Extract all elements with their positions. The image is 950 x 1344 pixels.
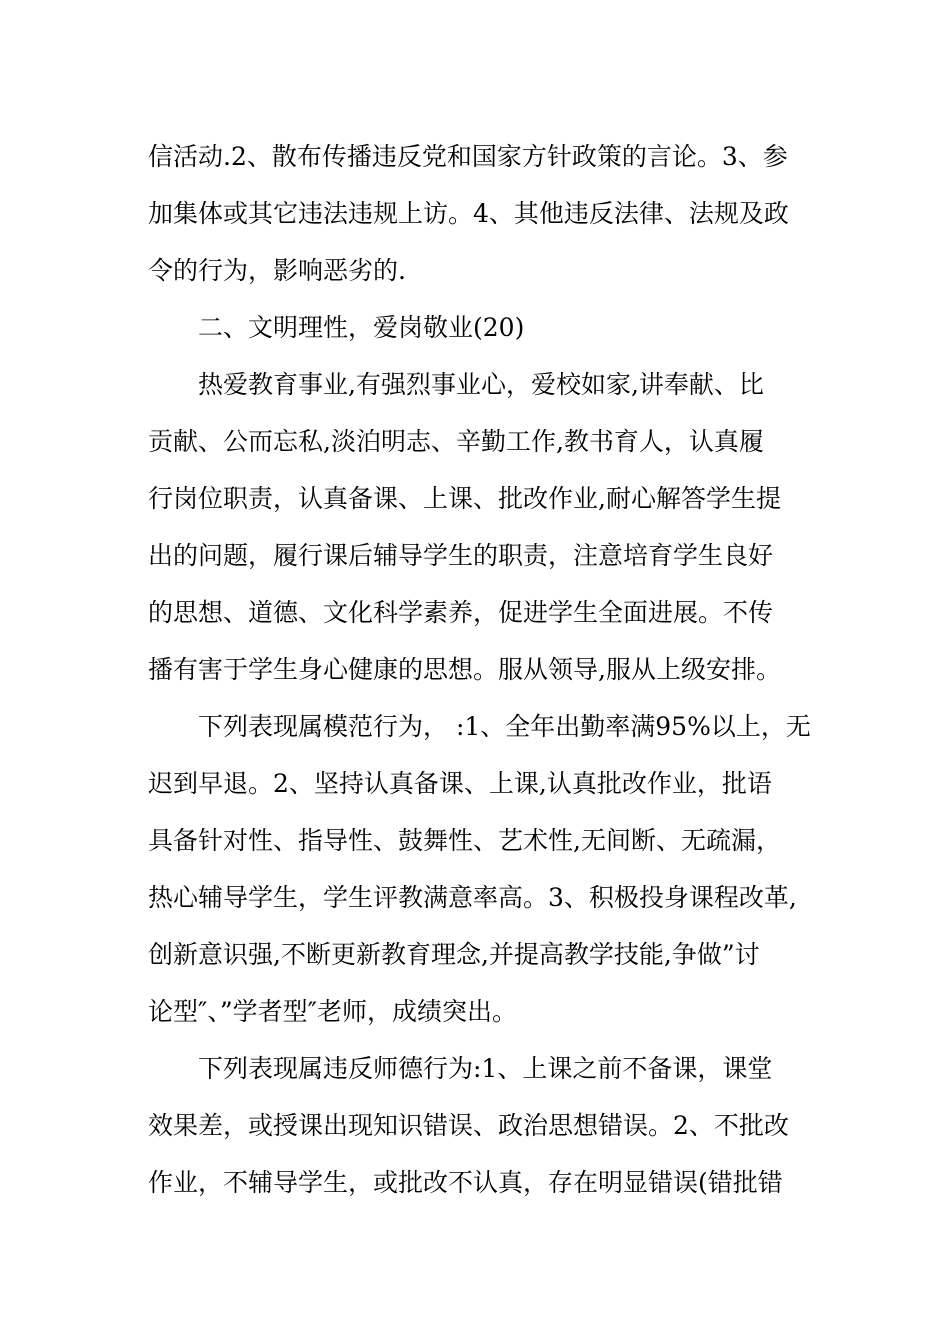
text-line: 出的问题，履行课后辅导学生的职责，注意培育学生良好 — [148, 541, 774, 570]
paragraph — [148, 1040, 818, 1211]
text-line: 播有害于学生身心健康的思想。服从领导,服从上级安排。 — [148, 655, 781, 684]
section-heading — [148, 299, 818, 356]
text-line: 下列表现属违反师德行为:1、上课之前不备课，课堂 — [198, 1054, 773, 1083]
text-line: 贡献、公而忘私,淡泊明志、辛勤工作,教书育人，认真履 — [148, 427, 764, 456]
text-line: 的思想、道德、文化科学素养，促进学生全面进展。不传 — [148, 598, 774, 627]
paragraph — [148, 356, 818, 698]
text-line: 创新意识强,不断更新教育理念,并提高教学技能,争做”讨 — [148, 940, 760, 969]
document-body — [148, 128, 818, 1211]
text-line: 效果差，或授课出现知识错误、政治思想错误。2、不批改 — [148, 1111, 789, 1140]
text-line: 二、文明理性，爱岗敬业(20) — [198, 313, 525, 342]
text-line: 加集体或其它违法违规上访。4、其他违反法律、法规及政 — [148, 199, 789, 228]
text-line: 迟到早退。2、坚持认真备课、上课,认真批改作业，批语 — [148, 769, 772, 798]
text-line: 行岗位职责，认真备课、上课、批改作业,耐心解答学生提 — [148, 484, 781, 513]
text-line: 热心辅导学生，学生评教满意率高。3、积极投身课程改革, — [148, 883, 797, 912]
text-line: 令的行为，影响恶劣的. — [148, 256, 406, 285]
text-line: 下列表现属模范行为， :1、全年出勤率满95%以上，无 — [198, 712, 811, 741]
text-line: 信活动.2、散布传播违反党和国家方针政策的言论。3、参 — [148, 142, 788, 171]
paragraph — [148, 698, 818, 1040]
text-line: 热爱教育事业,有强烈事业心，爱校如家,讲奉献、比 — [198, 370, 764, 399]
text-line: 作业，不辅导学生，或批改不认真，存在明显错误(错批错 — [148, 1168, 783, 1197]
text-line: 论型″、”学者型″老师，成绩突出。 — [148, 997, 517, 1026]
paragraph — [148, 128, 818, 299]
text-line: 具备针对性、指导性、鼓舞性、艺术性,无间断、无疏漏， — [148, 826, 781, 855]
